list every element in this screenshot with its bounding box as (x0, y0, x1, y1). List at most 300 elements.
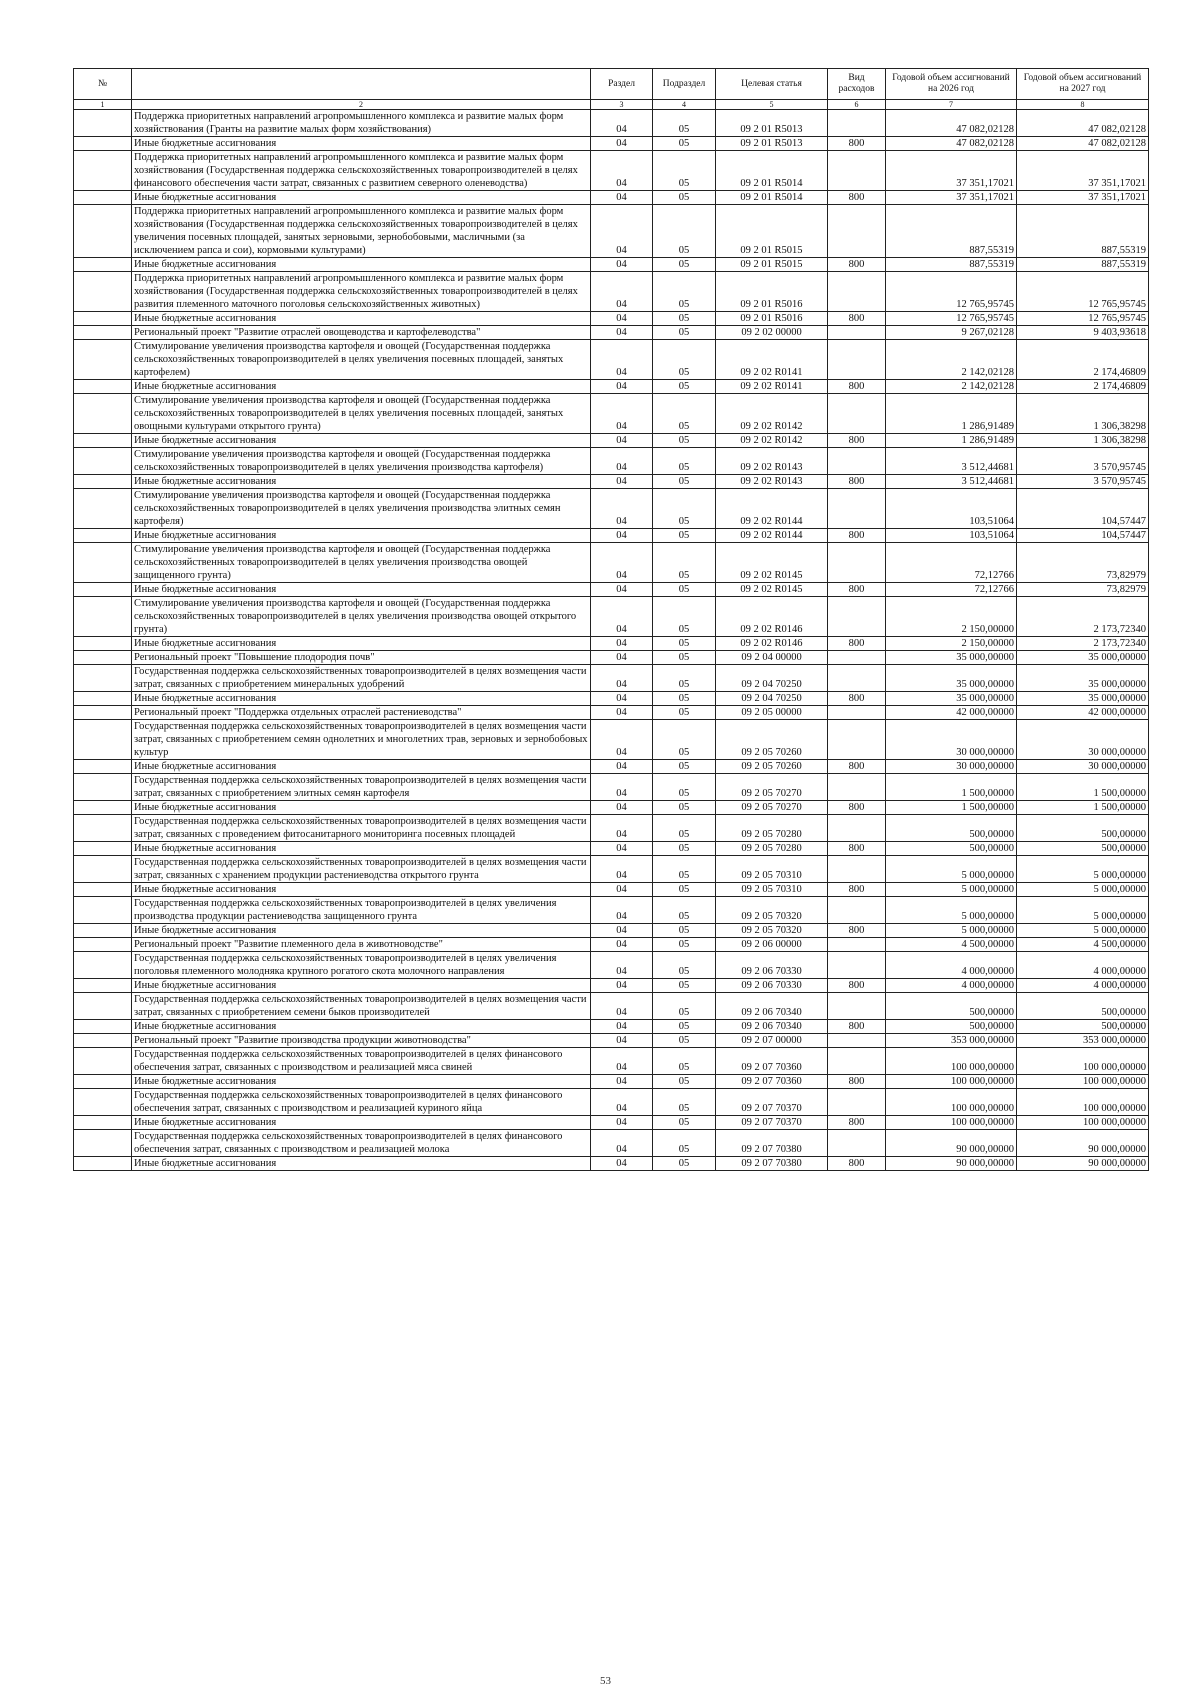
row-target-article: 09 2 02 R0145 (716, 543, 828, 583)
row-number-cell (74, 272, 132, 312)
row-volume-2026: 37 351,17021 (886, 151, 1017, 191)
row-name: Иные бюджетные ассигнования (132, 760, 591, 774)
column-number: 1 (74, 100, 132, 110)
row-number-cell (74, 720, 132, 760)
row-target-article: 09 2 02 R0143 (716, 475, 828, 489)
row-volume-2026: 90 000,00000 (886, 1157, 1017, 1171)
row-subsection: 05 (653, 380, 716, 394)
table-row (74, 952, 1149, 979)
row-name: Стимулирование увеличения производства картофеля и овощей (Государственная поддержка сельскохозяйственных товаропроизводителей в целях увеличения посевных площадей, занятых картофелем) (132, 340, 591, 380)
row-target-article: 09 2 04 70250 (716, 692, 828, 706)
row-volume-2026: 12 765,95745 (886, 312, 1017, 326)
table-row (74, 842, 1149, 856)
row-subsection: 05 (653, 665, 716, 692)
row-number-cell (74, 815, 132, 842)
row-volume-2027: 37 351,17021 (1017, 151, 1149, 191)
row-section: 04 (591, 1020, 653, 1034)
row-volume-2026: 4 500,00000 (886, 938, 1017, 952)
row-volume-2027: 104,57447 (1017, 489, 1149, 529)
row-expense-type (828, 856, 886, 883)
row-subsection: 05 (653, 434, 716, 448)
table-row (74, 760, 1149, 774)
row-volume-2026: 4 000,00000 (886, 979, 1017, 993)
page-number: 53 (600, 1675, 611, 1687)
row-section: 04 (591, 883, 653, 897)
row-number-cell (74, 692, 132, 706)
row-subsection: 05 (653, 312, 716, 326)
header-section: Раздел (591, 69, 653, 100)
row-name: Государственная поддержка сельскохозяйственных товаропроизводителей в целях возмещения части затрат, связанных с приобретением семени быков производителей (132, 993, 591, 1020)
row-volume-2026: 1 286,91489 (886, 394, 1017, 434)
row-expense-type: 800 (828, 191, 886, 205)
row-target-article: 09 2 02 R0142 (716, 434, 828, 448)
row-subsection: 05 (653, 110, 716, 137)
row-expense-type: 800 (828, 842, 886, 856)
row-name: Иные бюджетные ассигнования (132, 1116, 591, 1130)
table-row (74, 434, 1149, 448)
row-number-cell (74, 205, 132, 258)
row-volume-2026: 47 082,02128 (886, 110, 1017, 137)
table-row (74, 1116, 1149, 1130)
row-volume-2026: 30 000,00000 (886, 760, 1017, 774)
row-number-cell (74, 191, 132, 205)
table-row (74, 1089, 1149, 1116)
row-target-article: 09 2 06 70330 (716, 952, 828, 979)
row-expense-type (828, 815, 886, 842)
row-number-cell (74, 448, 132, 475)
row-name: Иные бюджетные ассигнования (132, 1075, 591, 1089)
row-section: 04 (591, 326, 653, 340)
row-volume-2026: 2 142,02128 (886, 340, 1017, 380)
row-section: 04 (591, 380, 653, 394)
row-target-article: 09 2 01 R5015 (716, 205, 828, 258)
row-target-article: 09 2 02 R0146 (716, 597, 828, 637)
row-name: Государственная поддержка сельскохозяйственных товаропроизводителей в целях возмещения части затрат, связанных с хранением продукции растениеводства открытого грунта (132, 856, 591, 883)
row-name: Иные бюджетные ассигнования (132, 380, 591, 394)
row-number-cell (74, 924, 132, 938)
row-name: Государственная поддержка сельскохозяйственных товаропроизводителей в целях возмещения части затрат, связанных с проведением фитосанитарного мониторинга посевных площадей (132, 815, 591, 842)
row-name: Иные бюджетные ассигнования (132, 924, 591, 938)
row-volume-2027: 42 000,00000 (1017, 706, 1149, 720)
table-row (74, 489, 1149, 529)
row-name: Иные бюджетные ассигнования (132, 137, 591, 151)
row-name: Государственная поддержка сельскохозяйственных товаропроизводителей в целях финансового обеспечения затрат, связанных с производством и реализацией молока (132, 1130, 591, 1157)
row-volume-2027: 90 000,00000 (1017, 1157, 1149, 1171)
table-row (74, 1020, 1149, 1034)
row-volume-2027: 47 082,02128 (1017, 110, 1149, 137)
row-subsection: 05 (653, 340, 716, 380)
table-row (74, 380, 1149, 394)
row-number-cell (74, 434, 132, 448)
row-target-article: 09 2 01 R5016 (716, 272, 828, 312)
row-volume-2026: 30 000,00000 (886, 720, 1017, 760)
row-subsection: 05 (653, 897, 716, 924)
row-number-cell (74, 312, 132, 326)
row-section: 04 (591, 137, 653, 151)
row-section: 04 (591, 1157, 653, 1171)
row-expense-type (828, 897, 886, 924)
row-section: 04 (591, 897, 653, 924)
row-number-cell (74, 842, 132, 856)
row-volume-2027: 35 000,00000 (1017, 651, 1149, 665)
table-row (74, 312, 1149, 326)
column-number: 3 (591, 100, 653, 110)
row-subsection: 05 (653, 475, 716, 489)
row-volume-2027: 5 000,00000 (1017, 883, 1149, 897)
row-name: Иные бюджетные ассигнования (132, 583, 591, 597)
table-row (74, 706, 1149, 720)
row-name: Региональный проект "Развитие производства продукции животноводства" (132, 1034, 591, 1048)
table-row (74, 692, 1149, 706)
row-target-article: 09 2 01 R5015 (716, 258, 828, 272)
row-subsection: 05 (653, 692, 716, 706)
row-volume-2027: 5 000,00000 (1017, 856, 1149, 883)
row-target-article: 09 2 05 70310 (716, 883, 828, 897)
table-row (74, 651, 1149, 665)
table-row (74, 815, 1149, 842)
row-target-article: 09 2 05 70320 (716, 897, 828, 924)
table-header-row (74, 69, 1149, 100)
row-number-cell (74, 475, 132, 489)
row-section: 04 (591, 110, 653, 137)
row-target-article: 09 2 02 R0141 (716, 380, 828, 394)
table-row (74, 340, 1149, 380)
table-row (74, 856, 1149, 883)
row-volume-2027: 500,00000 (1017, 815, 1149, 842)
row-expense-type (828, 272, 886, 312)
row-volume-2026: 500,00000 (886, 842, 1017, 856)
row-subsection: 05 (653, 137, 716, 151)
row-volume-2026: 4 000,00000 (886, 952, 1017, 979)
table-row (74, 543, 1149, 583)
row-name: Иные бюджетные ассигнования (132, 1020, 591, 1034)
row-volume-2027: 500,00000 (1017, 993, 1149, 1020)
row-name: Стимулирование увеличения производства картофеля и овощей (Государственная поддержка сельскохозяйственных товаропроизводителей в целях увеличения производства овощей открытого грунта) (132, 597, 591, 637)
row-name: Государственная поддержка сельскохозяйственных товаропроизводителей в целях увеличения поголовья племенного молодняка крупного рогатого скота молочного направления (132, 952, 591, 979)
row-number-cell (74, 1089, 132, 1116)
row-number-cell (74, 110, 132, 137)
row-target-article: 09 2 06 70340 (716, 1020, 828, 1034)
row-volume-2026: 35 000,00000 (886, 692, 1017, 706)
row-subsection: 05 (653, 993, 716, 1020)
row-volume-2026: 2 142,02128 (886, 380, 1017, 394)
table-row (74, 993, 1149, 1020)
row-section: 04 (591, 856, 653, 883)
column-number-row (74, 100, 1149, 110)
row-subsection: 05 (653, 326, 716, 340)
row-volume-2027: 100 000,00000 (1017, 1075, 1149, 1089)
row-expense-type (828, 993, 886, 1020)
header-number: № (74, 69, 132, 100)
row-name: Иные бюджетные ассигнования (132, 979, 591, 993)
row-section: 04 (591, 583, 653, 597)
row-subsection: 05 (653, 191, 716, 205)
row-section: 04 (591, 312, 653, 326)
row-volume-2026: 12 765,95745 (886, 272, 1017, 312)
row-number-cell (74, 597, 132, 637)
row-subsection: 05 (653, 151, 716, 191)
row-target-article: 09 2 02 00000 (716, 326, 828, 340)
table-row (74, 774, 1149, 801)
row-volume-2027: 3 570,95745 (1017, 475, 1149, 489)
row-section: 04 (591, 692, 653, 706)
table-row (74, 258, 1149, 272)
row-section: 04 (591, 1075, 653, 1089)
row-target-article: 09 2 02 R0145 (716, 583, 828, 597)
table-row (74, 583, 1149, 597)
row-target-article: 09 2 05 70260 (716, 760, 828, 774)
row-number-cell (74, 529, 132, 543)
row-section: 04 (591, 529, 653, 543)
row-expense-type (828, 938, 886, 952)
table-row (74, 1130, 1149, 1157)
row-target-article: 09 2 07 70370 (716, 1089, 828, 1116)
row-name: Иные бюджетные ассигнования (132, 692, 591, 706)
row-name: Иные бюджетные ассигнования (132, 191, 591, 205)
row-expense-type: 800 (828, 692, 886, 706)
row-subsection: 05 (653, 394, 716, 434)
row-volume-2027: 73,82979 (1017, 583, 1149, 597)
row-target-article: 09 2 01 R5014 (716, 151, 828, 191)
row-expense-type (828, 1130, 886, 1157)
row-volume-2027: 4 000,00000 (1017, 952, 1149, 979)
row-volume-2027: 12 765,95745 (1017, 312, 1149, 326)
column-number: 7 (886, 100, 1017, 110)
row-number-cell (74, 993, 132, 1020)
column-number: 8 (1017, 100, 1149, 110)
row-target-article: 09 2 05 70270 (716, 774, 828, 801)
row-name: Стимулирование увеличения производства картофеля и овощей (Государственная поддержка сельскохозяйственных товаропроизводителей в целях увеличения производства картофеля) (132, 448, 591, 475)
row-section: 04 (591, 706, 653, 720)
row-subsection: 05 (653, 637, 716, 651)
row-expense-type (828, 1089, 886, 1116)
row-volume-2026: 353 000,00000 (886, 1034, 1017, 1048)
row-target-article: 09 2 05 70280 (716, 815, 828, 842)
header-volume-2026: Годовой объем ассигнований на 2026 год (886, 69, 1017, 100)
row-target-article: 09 2 01 R5013 (716, 137, 828, 151)
row-expense-type: 800 (828, 1116, 886, 1130)
row-volume-2027: 2 174,46809 (1017, 380, 1149, 394)
row-volume-2026: 47 082,02128 (886, 137, 1017, 151)
row-name: Стимулирование увеличения производства картофеля и овощей (Государственная поддержка сельскохозяйственных товаропроизводителей в целях увеличения посевных площадей, занятых овощными культурами открытого грунта) (132, 394, 591, 434)
row-target-article: 09 2 04 00000 (716, 651, 828, 665)
row-expense-type (828, 489, 886, 529)
row-subsection: 05 (653, 979, 716, 993)
row-volume-2026: 37 351,17021 (886, 191, 1017, 205)
row-name: Иные бюджетные ассигнования (132, 883, 591, 897)
row-expense-type (828, 720, 886, 760)
row-volume-2027: 1 500,00000 (1017, 774, 1149, 801)
row-section: 04 (591, 205, 653, 258)
table-row (74, 475, 1149, 489)
row-volume-2026: 2 150,00000 (886, 597, 1017, 637)
row-target-article: 09 2 02 R0144 (716, 489, 828, 529)
table-row (74, 394, 1149, 434)
row-section: 04 (591, 1116, 653, 1130)
table-row (74, 637, 1149, 651)
row-section: 04 (591, 979, 653, 993)
row-subsection: 05 (653, 543, 716, 583)
row-section: 04 (591, 760, 653, 774)
row-expense-type (828, 151, 886, 191)
header-subsection: Подраздел (653, 69, 716, 100)
row-subsection: 05 (653, 1020, 716, 1034)
row-volume-2026: 35 000,00000 (886, 651, 1017, 665)
row-number-cell (74, 1130, 132, 1157)
row-volume-2026: 72,12766 (886, 543, 1017, 583)
row-number-cell (74, 1075, 132, 1089)
row-expense-type: 800 (828, 380, 886, 394)
row-name: Государственная поддержка сельскохозяйственных товаропроизводителей в целях возмещения части затрат, связанных с приобретением минеральных удобрений (132, 665, 591, 692)
budget-document (73, 68, 1148, 1171)
row-subsection: 05 (653, 815, 716, 842)
header-expense-type: Вид расходов (828, 69, 886, 100)
row-number-cell (74, 137, 132, 151)
table-row (74, 191, 1149, 205)
row-target-article: 09 2 05 70270 (716, 801, 828, 815)
row-expense-type: 800 (828, 312, 886, 326)
row-number-cell (74, 326, 132, 340)
row-subsection: 05 (653, 801, 716, 815)
table-row (74, 665, 1149, 692)
column-number: 6 (828, 100, 886, 110)
row-section: 04 (591, 448, 653, 475)
row-expense-type: 800 (828, 979, 886, 993)
row-volume-2027: 100 000,00000 (1017, 1116, 1149, 1130)
row-volume-2026: 100 000,00000 (886, 1075, 1017, 1089)
row-volume-2027: 100 000,00000 (1017, 1048, 1149, 1075)
row-target-article: 09 2 06 70330 (716, 979, 828, 993)
row-name: Иные бюджетные ассигнования (132, 434, 591, 448)
row-number-cell (74, 151, 132, 191)
row-expense-type (828, 1034, 886, 1048)
budget-table (73, 68, 1149, 1171)
row-name: Иные бюджетные ассигнования (132, 312, 591, 326)
row-expense-type (828, 205, 886, 258)
table-row (74, 110, 1149, 137)
row-expense-type (828, 597, 886, 637)
row-section: 04 (591, 475, 653, 489)
header-target-article: Целевая статья (716, 69, 828, 100)
row-section: 04 (591, 924, 653, 938)
row-section: 04 (591, 191, 653, 205)
row-name: Поддержка приоритетных направлений агропромышленного комплекса и развитие малых форм хозяйствования (Государственная поддержка сельскохозяйственных товаропроизводителей в целях увеличения посевных площадей, занятых зерновыми, зернобобовыми, масличными (за исключением рапса и сои), кормовыми культурами) (132, 205, 591, 258)
row-target-article: 09 2 05 70310 (716, 856, 828, 883)
row-number-cell (74, 1048, 132, 1075)
row-volume-2027: 353 000,00000 (1017, 1034, 1149, 1048)
row-volume-2026: 500,00000 (886, 993, 1017, 1020)
row-section: 04 (591, 1130, 653, 1157)
row-volume-2027: 5 000,00000 (1017, 924, 1149, 938)
row-number-cell (74, 665, 132, 692)
table-row (74, 938, 1149, 952)
row-number-cell (74, 651, 132, 665)
row-subsection: 05 (653, 1116, 716, 1130)
row-volume-2026: 1 500,00000 (886, 801, 1017, 815)
table-row (74, 979, 1149, 993)
table-body (74, 110, 1149, 1171)
row-volume-2026: 3 512,44681 (886, 475, 1017, 489)
row-subsection: 05 (653, 883, 716, 897)
row-number-cell (74, 340, 132, 380)
row-number-cell (74, 760, 132, 774)
row-subsection: 05 (653, 448, 716, 475)
row-expense-type: 800 (828, 258, 886, 272)
row-number-cell (74, 1034, 132, 1048)
row-number-cell (74, 883, 132, 897)
table-row (74, 1048, 1149, 1075)
row-name: Иные бюджетные ассигнования (132, 842, 591, 856)
row-expense-type (828, 110, 886, 137)
row-expense-type (828, 448, 886, 475)
row-name: Региональный проект "Поддержка отдельных отраслей растениеводства" (132, 706, 591, 720)
row-volume-2027: 1 306,38298 (1017, 394, 1149, 434)
row-subsection: 05 (653, 205, 716, 258)
row-volume-2027: 90 000,00000 (1017, 1130, 1149, 1157)
row-subsection: 05 (653, 1034, 716, 1048)
row-volume-2026: 500,00000 (886, 1020, 1017, 1034)
row-section: 04 (591, 394, 653, 434)
row-expense-type: 800 (828, 475, 886, 489)
row-expense-type: 800 (828, 760, 886, 774)
row-name: Стимулирование увеличения производства картофеля и овощей (Государственная поддержка сельскохозяйственных товаропроизводителей в целях увеличения производства элитных семян картофеля) (132, 489, 591, 529)
row-subsection: 05 (653, 272, 716, 312)
table-row (74, 1157, 1149, 1171)
row-volume-2027: 500,00000 (1017, 842, 1149, 856)
row-expense-type: 800 (828, 1020, 886, 1034)
row-target-article: 09 2 05 70260 (716, 720, 828, 760)
row-volume-2026: 100 000,00000 (886, 1089, 1017, 1116)
row-volume-2027: 73,82979 (1017, 543, 1149, 583)
table-row (74, 326, 1149, 340)
row-target-article: 09 2 07 70360 (716, 1048, 828, 1075)
row-name: Государственная поддержка сельскохозяйственных товаропроизводителей в целях возмещения части затрат, связанных с приобретением семян однолетних и многолетних трав, зерновых и зернобобовых культур (132, 720, 591, 760)
row-number-cell (74, 897, 132, 924)
row-section: 04 (591, 1089, 653, 1116)
row-section: 04 (591, 543, 653, 583)
row-volume-2027: 12 765,95745 (1017, 272, 1149, 312)
row-volume-2026: 1 500,00000 (886, 774, 1017, 801)
row-volume-2027: 3 570,95745 (1017, 448, 1149, 475)
row-number-cell (74, 1116, 132, 1130)
row-target-article: 09 2 06 00000 (716, 938, 828, 952)
row-subsection: 05 (653, 1048, 716, 1075)
row-expense-type: 800 (828, 137, 886, 151)
row-subsection: 05 (653, 706, 716, 720)
row-name: Иные бюджетные ассигнования (132, 475, 591, 489)
row-volume-2027: 104,57447 (1017, 529, 1149, 543)
row-volume-2027: 30 000,00000 (1017, 720, 1149, 760)
table-row (74, 272, 1149, 312)
row-subsection: 05 (653, 651, 716, 665)
row-expense-type (828, 706, 886, 720)
row-subsection: 05 (653, 760, 716, 774)
row-expense-type: 800 (828, 883, 886, 897)
row-volume-2027: 5 000,00000 (1017, 897, 1149, 924)
row-subsection: 05 (653, 924, 716, 938)
row-volume-2027: 500,00000 (1017, 1020, 1149, 1034)
row-number-cell (74, 952, 132, 979)
table-row (74, 897, 1149, 924)
row-volume-2027: 100 000,00000 (1017, 1089, 1149, 1116)
row-volume-2026: 42 000,00000 (886, 706, 1017, 720)
row-volume-2027: 1 306,38298 (1017, 434, 1149, 448)
table-row (74, 801, 1149, 815)
row-subsection: 05 (653, 1157, 716, 1171)
row-name: Региональный проект "Развитие племенного дела в животноводстве" (132, 938, 591, 952)
column-number: 2 (132, 100, 591, 110)
row-volume-2026: 103,51064 (886, 489, 1017, 529)
